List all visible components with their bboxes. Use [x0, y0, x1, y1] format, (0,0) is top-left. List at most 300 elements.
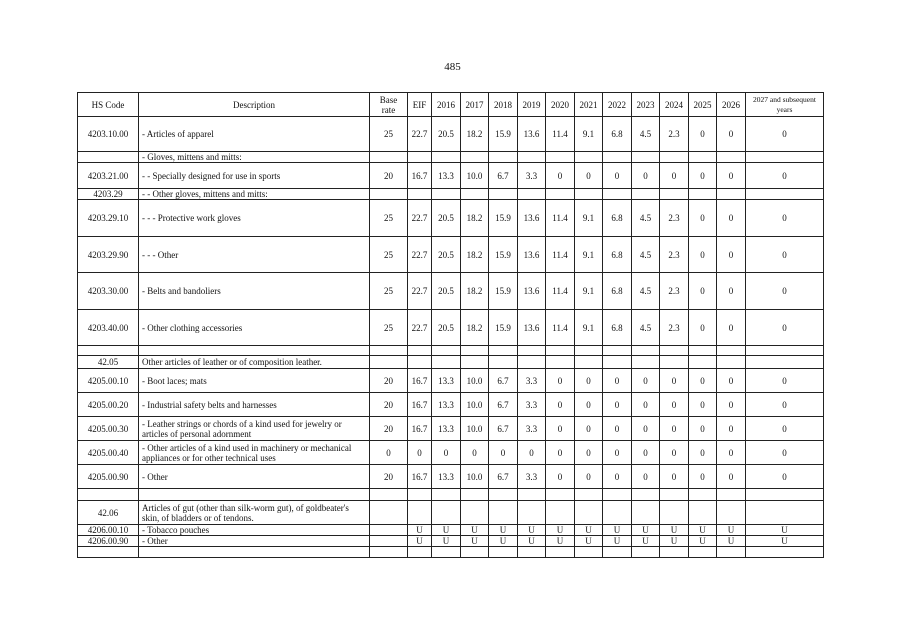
hs-code-cell: 4203.10.00 — [78, 117, 139, 152]
description-cell — [139, 346, 370, 356]
rate-cell: 0 — [746, 417, 824, 441]
rate-cell — [432, 189, 461, 200]
rate-cell — [632, 356, 660, 369]
description-cell: Other articles of leather or of composition leather. — [139, 356, 370, 369]
rate-cell: 13.3 — [432, 393, 461, 417]
rate-cell: 25 — [370, 117, 408, 152]
rate-cell: 16.7 — [408, 369, 432, 393]
rate-cell — [432, 547, 461, 558]
rate-cell: 0 — [575, 417, 603, 441]
rate-cell: U — [432, 536, 461, 547]
rate-cell: 10.0 — [461, 393, 489, 417]
rate-cell: 4.5 — [632, 273, 660, 310]
rate-cell: U — [603, 525, 632, 536]
rate-cell — [432, 489, 461, 501]
rate-cell — [489, 189, 518, 200]
rate-cell — [603, 547, 632, 558]
rate-cell: 10.0 — [461, 163, 489, 189]
rate-cell: 3.3 — [518, 163, 546, 189]
rate-cell — [546, 547, 575, 558]
rate-cell — [432, 356, 461, 369]
rate-cell: 6.8 — [603, 200, 632, 237]
rate-cell — [660, 489, 689, 501]
rate-cell — [461, 501, 489, 525]
hs-code-cell — [78, 547, 139, 558]
table-row — [78, 163, 824, 189]
column-header: 2021 — [575, 93, 603, 117]
rate-cell — [461, 346, 489, 356]
rate-cell: 0 — [575, 465, 603, 489]
rate-cell — [461, 189, 489, 200]
rate-cell: 2.3 — [660, 237, 689, 273]
rate-cell: 6.7 — [489, 369, 518, 393]
description-cell: - Industrial safety belts and harnesses — [139, 393, 370, 417]
rate-cell — [575, 489, 603, 501]
rate-cell: U — [575, 525, 603, 536]
rate-cell: U — [518, 536, 546, 547]
hs-code-cell: 42.06 — [78, 501, 139, 525]
rate-cell: 20.5 — [432, 200, 461, 237]
rate-cell: 0 — [717, 369, 746, 393]
rate-cell: 6.7 — [489, 393, 518, 417]
description-cell: - Other clothing accessories — [139, 310, 370, 346]
rate-cell: 0 — [461, 441, 489, 465]
rate-cell: 13.6 — [518, 237, 546, 273]
rate-cell: U — [632, 525, 660, 536]
rate-cell: U — [746, 525, 824, 536]
rate-cell — [518, 346, 546, 356]
description-cell: - - - Other — [139, 237, 370, 273]
hs-code-cell: 4203.40.00 — [78, 310, 139, 346]
rate-cell: U — [575, 536, 603, 547]
rate-cell: 3.3 — [518, 369, 546, 393]
rate-cell — [575, 356, 603, 369]
rate-cell — [408, 346, 432, 356]
rate-cell: 20 — [370, 163, 408, 189]
rate-cell — [370, 152, 408, 163]
rate-cell — [632, 152, 660, 163]
rate-cell — [717, 547, 746, 558]
column-header: 2017 — [461, 93, 489, 117]
rate-cell: 0 — [660, 163, 689, 189]
rate-cell — [489, 489, 518, 501]
rate-cell: 13.6 — [518, 310, 546, 346]
rate-cell: U — [432, 525, 461, 536]
rate-cell: 0 — [632, 369, 660, 393]
rate-cell: 25 — [370, 237, 408, 273]
rate-cell — [370, 356, 408, 369]
rate-cell: 15.9 — [489, 117, 518, 152]
rate-cell — [689, 356, 717, 369]
rate-cell: 6.8 — [603, 310, 632, 346]
rate-cell: 0 — [546, 163, 575, 189]
rate-cell — [632, 489, 660, 501]
column-header: 2022 — [603, 93, 632, 117]
rate-cell: 15.9 — [489, 273, 518, 310]
hs-code-cell: 4206.00.10 — [78, 525, 139, 536]
rate-cell: 0 — [660, 465, 689, 489]
rate-cell: 18.2 — [461, 200, 489, 237]
rate-cell — [408, 152, 432, 163]
rate-cell: 16.7 — [408, 417, 432, 441]
rate-cell: 9.1 — [575, 200, 603, 237]
rate-cell — [489, 346, 518, 356]
rate-cell: 0 — [746, 369, 824, 393]
rate-cell — [632, 189, 660, 200]
rate-cell: 16.7 — [408, 465, 432, 489]
rate-cell: 0 — [660, 393, 689, 417]
rate-cell: 25 — [370, 310, 408, 346]
rate-cell: 9.1 — [575, 273, 603, 310]
rate-cell: 22.7 — [408, 310, 432, 346]
rate-cell: U — [717, 536, 746, 547]
rate-cell: 0 — [432, 441, 461, 465]
rate-cell — [603, 189, 632, 200]
rate-cell: U — [461, 525, 489, 536]
table-row — [78, 189, 824, 200]
rate-cell: 18.2 — [461, 117, 489, 152]
description-cell: - - Other gloves, mittens and mitts: — [139, 189, 370, 200]
table-row — [78, 200, 824, 237]
rate-cell: 0 — [603, 465, 632, 489]
column-header: Base rate — [370, 93, 408, 117]
description-cell: - Articles of apparel — [139, 117, 370, 152]
rate-cell — [518, 547, 546, 558]
rate-cell: 6.8 — [603, 273, 632, 310]
description-cell — [139, 489, 370, 501]
rate-cell — [546, 501, 575, 525]
rate-cell: 0 — [408, 441, 432, 465]
hs-code-cell: 4203.29.90 — [78, 237, 139, 273]
rate-cell: 4.5 — [632, 117, 660, 152]
rate-cell — [575, 152, 603, 163]
rate-cell: 22.7 — [408, 117, 432, 152]
description-cell: - Boot laces; mats — [139, 369, 370, 393]
rate-cell: 0 — [689, 117, 717, 152]
rate-cell — [461, 152, 489, 163]
rate-cell — [660, 346, 689, 356]
description-cell: - Other — [139, 536, 370, 547]
table-row — [78, 369, 824, 393]
rate-cell: 15.9 — [489, 310, 518, 346]
rate-cell: 20 — [370, 369, 408, 393]
rate-cell: 18.2 — [461, 273, 489, 310]
rate-cell: 0 — [717, 200, 746, 237]
table-body — [78, 117, 824, 558]
table-row — [78, 117, 824, 152]
rate-cell: 0 — [717, 310, 746, 346]
rate-cell: 4.5 — [632, 200, 660, 237]
rate-cell: U — [546, 525, 575, 536]
table-row — [78, 237, 824, 273]
rate-cell — [689, 547, 717, 558]
column-header: 2018 — [489, 93, 518, 117]
rate-cell: U — [660, 536, 689, 547]
rate-cell: U — [632, 536, 660, 547]
rate-cell — [575, 547, 603, 558]
table-row — [78, 525, 824, 536]
rate-cell — [546, 189, 575, 200]
rate-cell — [689, 189, 717, 200]
rate-cell: 9.1 — [575, 237, 603, 273]
rate-cell: 9.1 — [575, 117, 603, 152]
rate-cell — [632, 501, 660, 525]
rate-cell — [370, 536, 408, 547]
description-cell: - - - Protective work gloves — [139, 200, 370, 237]
rate-cell: 0 — [746, 441, 824, 465]
rate-cell: 0 — [689, 200, 717, 237]
rate-cell: 22.7 — [408, 237, 432, 273]
rate-cell: 0 — [575, 393, 603, 417]
rate-cell: 0 — [632, 163, 660, 189]
column-header: EIF — [408, 93, 432, 117]
hs-code-cell: 4205.00.10 — [78, 369, 139, 393]
rate-cell: 0 — [746, 163, 824, 189]
description-cell: - - Specially designed for use in sports — [139, 163, 370, 189]
rate-cell — [461, 489, 489, 501]
rate-cell: 10.0 — [461, 417, 489, 441]
rate-cell: U — [660, 525, 689, 536]
rate-cell — [489, 547, 518, 558]
rate-cell: U — [546, 536, 575, 547]
rate-cell: U — [489, 536, 518, 547]
rate-cell: 6.7 — [489, 417, 518, 441]
rate-cell — [603, 152, 632, 163]
rate-cell: U — [717, 525, 746, 536]
rate-cell: U — [408, 525, 432, 536]
rate-cell: 0 — [489, 441, 518, 465]
rate-cell: 0 — [746, 310, 824, 346]
rate-cell: U — [746, 536, 824, 547]
description-cell: - Gloves, mittens and mitts: — [139, 152, 370, 163]
rate-cell — [660, 356, 689, 369]
rate-cell — [689, 501, 717, 525]
rate-cell: 11.4 — [546, 310, 575, 346]
rate-cell: 13.3 — [432, 465, 461, 489]
rate-cell: 0 — [689, 163, 717, 189]
hs-code-cell: 4206.00.90 — [78, 536, 139, 547]
rate-cell: 0 — [660, 417, 689, 441]
rate-cell — [461, 356, 489, 369]
table-row — [78, 152, 824, 163]
column-header: HS Code — [78, 93, 139, 117]
rate-cell: U — [408, 536, 432, 547]
rate-cell: 11.4 — [546, 117, 575, 152]
rate-cell: 0 — [689, 237, 717, 273]
rate-cell: 0 — [717, 237, 746, 273]
rate-cell: 3.3 — [518, 393, 546, 417]
rate-cell — [660, 547, 689, 558]
rate-cell: 0 — [717, 393, 746, 417]
rate-cell: 6.7 — [489, 465, 518, 489]
column-header: 2019 — [518, 93, 546, 117]
rate-cell: 0 — [632, 417, 660, 441]
rate-cell: 22.7 — [408, 200, 432, 237]
rate-cell: 0 — [603, 393, 632, 417]
description-cell: Articles of gut (other than silk-worm gut), of goldbeater's skin, of bladders or of tendons. — [139, 501, 370, 525]
rate-cell — [408, 501, 432, 525]
rate-cell: 20.5 — [432, 117, 461, 152]
rate-cell: 0 — [717, 163, 746, 189]
column-header: Description — [139, 93, 370, 117]
rate-cell: 0 — [717, 273, 746, 310]
rate-cell: 18.2 — [461, 310, 489, 346]
rate-cell — [432, 346, 461, 356]
table-row — [78, 536, 824, 547]
rate-cell — [489, 152, 518, 163]
hs-code-cell: 4203.29 — [78, 189, 139, 200]
rate-cell: 0 — [689, 310, 717, 346]
rate-cell — [370, 525, 408, 536]
table-row — [78, 441, 824, 465]
rate-cell — [746, 152, 824, 163]
rate-cell: 0 — [632, 465, 660, 489]
rate-cell — [746, 346, 824, 356]
rate-cell — [546, 346, 575, 356]
rate-cell — [717, 189, 746, 200]
rate-cell: U — [603, 536, 632, 547]
rate-cell: 0 — [575, 441, 603, 465]
rate-cell: 25 — [370, 273, 408, 310]
rate-cell: 13.6 — [518, 200, 546, 237]
hs-code-cell: 42.05 — [78, 356, 139, 369]
rate-cell — [632, 547, 660, 558]
rate-cell — [717, 356, 746, 369]
rate-cell — [746, 501, 824, 525]
rate-cell: 10.0 — [461, 369, 489, 393]
rate-cell: 0 — [689, 369, 717, 393]
rate-cell: 18.2 — [461, 237, 489, 273]
rate-cell — [603, 346, 632, 356]
rate-cell: 11.4 — [546, 237, 575, 273]
rate-cell: 0 — [689, 273, 717, 310]
hs-code-cell: 4205.00.20 — [78, 393, 139, 417]
rate-cell: 20.5 — [432, 310, 461, 346]
hs-code-cell — [78, 489, 139, 501]
rate-cell — [518, 501, 546, 525]
rate-cell: 4.5 — [632, 310, 660, 346]
hs-code-cell — [78, 346, 139, 356]
rate-cell: U — [689, 536, 717, 547]
hs-code-cell: 4203.21.00 — [78, 163, 139, 189]
rate-cell: 6.8 — [603, 117, 632, 152]
rate-cell: U — [689, 525, 717, 536]
rate-cell — [518, 489, 546, 501]
rate-cell: 16.7 — [408, 393, 432, 417]
rate-cell: 2.3 — [660, 310, 689, 346]
rate-cell: 0 — [717, 117, 746, 152]
hs-code-cell: 4203.30.00 — [78, 273, 139, 310]
rate-cell: 0 — [603, 441, 632, 465]
rate-cell: 0 — [746, 237, 824, 273]
description-cell — [139, 547, 370, 558]
rate-cell — [370, 346, 408, 356]
rate-cell — [518, 152, 546, 163]
column-header: 2027 and subsequent years — [746, 93, 824, 117]
description-cell: - Leather strings or chords of a kind used for jewelry or articles of personal adornment — [139, 417, 370, 441]
rate-cell — [408, 547, 432, 558]
rate-cell — [717, 489, 746, 501]
rate-cell: 15.9 — [489, 200, 518, 237]
rate-cell: 0 — [717, 417, 746, 441]
rate-cell: 0 — [632, 441, 660, 465]
rate-cell: 0 — [546, 465, 575, 489]
rate-cell — [408, 489, 432, 501]
rate-cell: 0 — [575, 163, 603, 189]
rate-cell: 9.1 — [575, 310, 603, 346]
rate-cell: 0 — [546, 417, 575, 441]
column-header: 2025 — [689, 93, 717, 117]
rate-cell — [689, 152, 717, 163]
rate-cell: 20 — [370, 393, 408, 417]
rate-cell: 0 — [717, 465, 746, 489]
rate-cell: U — [518, 525, 546, 536]
rate-cell — [370, 547, 408, 558]
rate-cell — [408, 356, 432, 369]
rate-cell: 25 — [370, 200, 408, 237]
rate-cell: 0 — [746, 393, 824, 417]
rate-cell: 0 — [546, 393, 575, 417]
rate-cell — [432, 501, 461, 525]
rate-cell: 22.7 — [408, 273, 432, 310]
rate-cell: 0 — [746, 273, 824, 310]
rate-cell — [370, 489, 408, 501]
rate-cell — [746, 189, 824, 200]
table-row — [78, 465, 824, 489]
table-row — [78, 393, 824, 417]
table-row — [78, 310, 824, 346]
rate-cell: 13.6 — [518, 273, 546, 310]
rate-cell — [603, 501, 632, 525]
rate-cell: 11.4 — [546, 200, 575, 237]
rate-cell: 20 — [370, 417, 408, 441]
rate-cell: U — [461, 536, 489, 547]
column-header: 2016 — [432, 93, 461, 117]
rate-cell — [546, 356, 575, 369]
rate-cell: 10.0 — [461, 465, 489, 489]
rate-cell: 13.3 — [432, 369, 461, 393]
rate-cell — [575, 346, 603, 356]
rate-cell — [370, 189, 408, 200]
rate-cell — [370, 501, 408, 525]
rate-cell — [717, 346, 746, 356]
rate-cell — [660, 152, 689, 163]
rate-cell — [432, 152, 461, 163]
rate-cell — [689, 489, 717, 501]
table-row — [78, 273, 824, 310]
rate-cell: 13.3 — [432, 417, 461, 441]
rate-cell: 2.3 — [660, 273, 689, 310]
rate-cell: 0 — [603, 417, 632, 441]
rate-cell — [603, 489, 632, 501]
rate-cell: 0 — [546, 369, 575, 393]
rate-cell — [546, 152, 575, 163]
description-cell: - Other articles of a kind used in machinery or mechanical appliances or for other technical uses — [139, 441, 370, 465]
description-cell: - Belts and bandoliers — [139, 273, 370, 310]
rate-cell: 0 — [603, 163, 632, 189]
column-header: 2026 — [717, 93, 746, 117]
rate-cell — [660, 189, 689, 200]
rate-cell: 13.6 — [518, 117, 546, 152]
table-row — [78, 489, 824, 501]
rate-cell: 4.5 — [632, 237, 660, 273]
description-cell: - Other — [139, 465, 370, 489]
rate-cell — [575, 189, 603, 200]
rate-cell: 0 — [518, 441, 546, 465]
rate-cell — [746, 489, 824, 501]
rate-cell: 0 — [746, 117, 824, 152]
rate-cell — [717, 501, 746, 525]
